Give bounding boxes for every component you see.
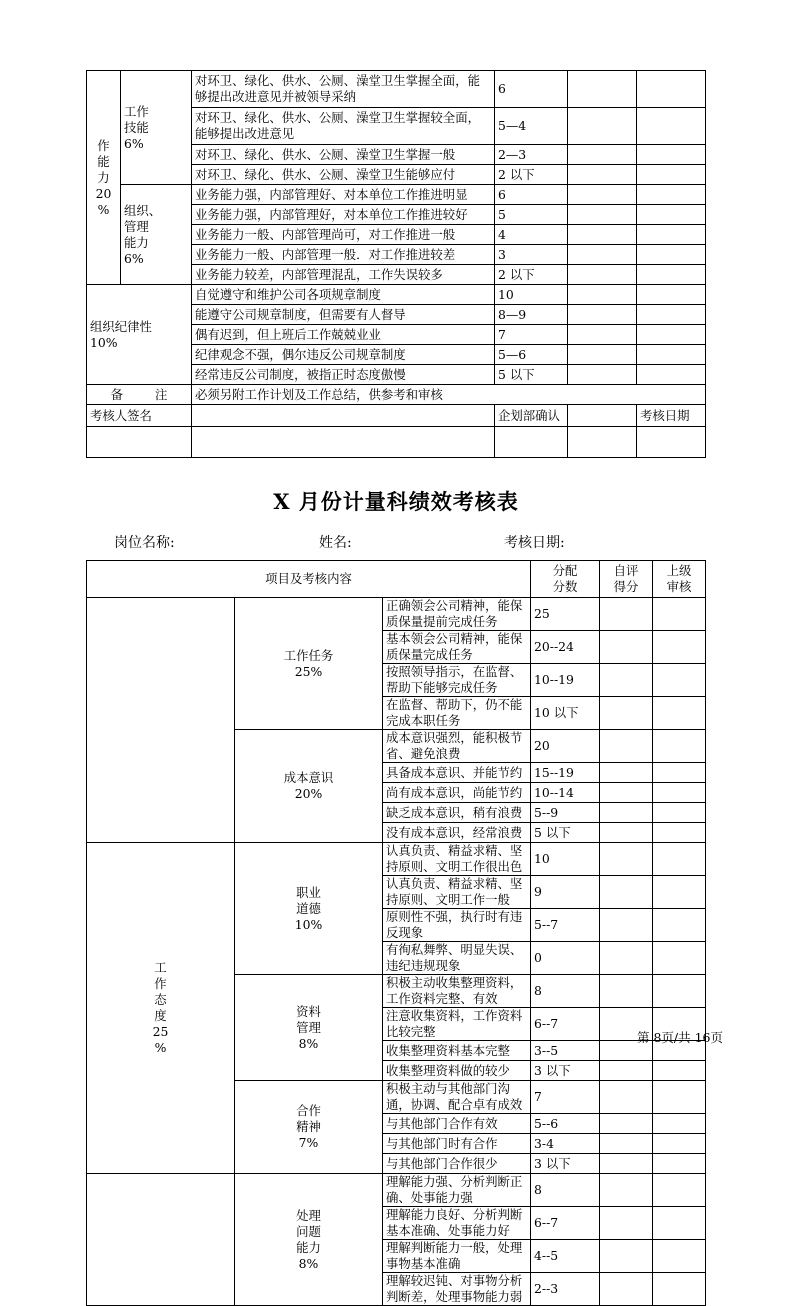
review-score-cell[interactable]: [637, 71, 706, 108]
subgroup-label-professional-ethics: [235, 843, 383, 975]
score-value: 0: [531, 942, 600, 975]
vertical-char: 20: [95, 185, 112, 201]
self-score-cell[interactable]: [600, 942, 653, 975]
review-score-cell[interactable]: [653, 1174, 706, 1207]
vertical-char: %: [97, 201, 110, 217]
criteria-description: 理解能力良好、分析判断基本准确、处事能力好: [383, 1207, 531, 1240]
criteria-description: 业务能力强，内部管理好、对本单位工作推进明显: [192, 185, 495, 205]
score-value: 6: [495, 71, 568, 108]
self-score-cell[interactable]: [568, 145, 637, 165]
self-score-cell[interactable]: [600, 975, 653, 1008]
score-value: 3 以下: [531, 1061, 600, 1081]
vertical-char: 工: [154, 960, 167, 975]
review-score-cell[interactable]: [637, 205, 706, 225]
self-score-cell[interactable]: [568, 365, 637, 385]
subgroup-label-line: 道德: [296, 900, 321, 916]
review-score-cell[interactable]: [653, 631, 706, 664]
self-score-cell[interactable]: [568, 305, 637, 325]
vertical-char: 能: [97, 153, 110, 169]
page-title: X 月份计量科绩效考核表: [273, 489, 519, 514]
criteria-description: 收集整理资料做的较少: [383, 1061, 531, 1081]
score-value: 10: [495, 285, 568, 305]
group-label-line: 10%: [90, 334, 118, 350]
criteria-description: 注意收集资料，工作资料比较完整: [383, 1008, 531, 1041]
subgroup-label-management: [121, 185, 192, 285]
review-score-cell[interactable]: [653, 1207, 706, 1240]
self-score-cell[interactable]: [600, 631, 653, 664]
review-score-cell[interactable]: [637, 365, 706, 385]
self-score-cell[interactable]: [600, 1134, 653, 1154]
criteria-description: 认真负责、精益求精、坚持原则、文明工作很出色: [383, 843, 531, 876]
self-score-cell[interactable]: [600, 1114, 653, 1134]
review-score-cell[interactable]: [637, 145, 706, 165]
subgroup-label-line: 精神: [296, 1119, 321, 1134]
self-score-cell[interactable]: [568, 165, 637, 185]
ability-vertical-label: [87, 71, 121, 285]
review-score-cell[interactable]: [653, 783, 706, 803]
planning-extra-cell[interactable]: [568, 427, 637, 458]
self-score-cell[interactable]: [568, 265, 637, 285]
score-value: 5—4: [495, 108, 568, 145]
criteria-description: 对环卫、绿化、供水、公厕、澡堂卫生掌握一般: [192, 145, 495, 165]
score-value: 2 以下: [495, 265, 568, 285]
review-score-cell[interactable]: [653, 1240, 706, 1273]
self-score-cell[interactable]: [600, 843, 653, 876]
header-line: 上级: [666, 563, 692, 578]
review-score-cell[interactable]: [637, 285, 706, 305]
score-value: 4: [495, 225, 568, 245]
self-score-cell[interactable]: [568, 185, 637, 205]
assessor-signature-label: 考核人签名: [87, 405, 192, 427]
score-value: 10--14: [531, 783, 600, 803]
header-line: 审核: [666, 579, 692, 594]
score-value: 3--5: [531, 1041, 600, 1061]
review-score-cell[interactable]: [653, 823, 706, 843]
review-score-cell[interactable]: [653, 763, 706, 783]
criteria-description: 能遵守公司规章制度，但需要有人督导: [192, 305, 495, 325]
planning-confirm-input[interactable]: [495, 427, 568, 458]
subgroup-label-line: 8%: [298, 1255, 319, 1271]
form-one-body: [87, 71, 706, 458]
self-score-cell[interactable]: [600, 823, 653, 843]
score-value: 3-4: [531, 1134, 600, 1154]
remark-row: [87, 385, 706, 405]
criteria-description: 基本领会公司精神，能保质保量完成任务: [383, 631, 531, 664]
employee-name-label: 姓名:: [319, 535, 352, 551]
score-value: 5--7: [531, 909, 600, 942]
subgroup-label-line: 8%: [298, 1035, 319, 1051]
self-score-cell[interactable]: [568, 285, 637, 305]
subgroup-label-line: 职业: [296, 884, 321, 900]
review-score-cell[interactable]: [637, 225, 706, 245]
attitude-vertical-label: [87, 843, 235, 1174]
subgroup-label-line: 资料: [296, 1003, 321, 1019]
score-value: 5--6: [531, 1114, 600, 1134]
score-value: 3 以下: [531, 1154, 600, 1174]
score-value: 4--5: [531, 1240, 600, 1273]
criteria-description: 没有成本意识，经常浪费: [383, 823, 531, 843]
planning-confirm-label: 企划部确认: [495, 405, 568, 427]
score-value: 9: [531, 876, 600, 909]
self-score-cell[interactable]: [600, 1154, 653, 1174]
planning-confirm-value[interactable]: [568, 405, 637, 427]
subgroup-label-line: 管理: [124, 218, 149, 234]
header-superior-review: [653, 561, 706, 598]
score-value: 6: [495, 185, 568, 205]
review-score-cell[interactable]: [653, 697, 706, 730]
table-header-row: [87, 561, 706, 598]
remark-label: 备 注: [87, 385, 192, 405]
criteria-description: 对环卫、绿化、供水、公厕、澡堂卫生能够应付: [192, 165, 495, 185]
assessor-extra-cell[interactable]: [192, 427, 495, 458]
review-score-cell[interactable]: [637, 325, 706, 345]
signature-header-row: [87, 405, 706, 427]
review-score-cell[interactable]: [653, 664, 706, 697]
review-score-cell[interactable]: [653, 598, 706, 631]
self-score-cell[interactable]: [600, 697, 653, 730]
vertical-char: 态: [154, 992, 167, 1007]
vertical-char: 作: [154, 976, 167, 991]
review-score-cell[interactable]: [653, 1154, 706, 1174]
criteria-description: 成本意识强烈，能积极节省、避免浪费: [383, 730, 531, 763]
score-value: 5—6: [495, 345, 568, 365]
score-value: 20--24: [531, 631, 600, 664]
criteria-description: 业务能力强，内部管理好，对本单位工作推进较好: [192, 205, 495, 225]
subgroup-label-problem-solving: [235, 1174, 383, 1306]
criteria-description: 原则性不强，执行时有违反现象: [383, 909, 531, 942]
vertical-char: 力: [97, 169, 110, 185]
criteria-description: 自觉遵守和维护公司各项规章制度: [192, 285, 495, 305]
subgroup-label-line: 10%: [294, 916, 323, 932]
self-score-cell[interactable]: [568, 205, 637, 225]
header-line: 得分: [613, 579, 639, 594]
score-value: 8: [531, 975, 600, 1008]
criteria-description: 业务能力一般、内部管理一般．对工作推进较差: [192, 245, 495, 265]
score-value: 10: [531, 843, 600, 876]
form-meta-line: [86, 532, 706, 552]
self-score-cell[interactable]: [568, 71, 637, 108]
subgroup-label-line: 处理: [296, 1207, 321, 1223]
form-two-body: [87, 561, 706, 1306]
self-score-cell[interactable]: [600, 1174, 653, 1207]
self-score-cell[interactable]: [600, 1240, 653, 1273]
criteria-description: 业务能力一般、内部管理尚可，对工作推进一般: [192, 225, 495, 245]
score-value: 5 以下: [531, 823, 600, 843]
review-score-cell[interactable]: [637, 165, 706, 185]
section-spacer-cell: [87, 598, 235, 843]
header-line: 分配: [552, 563, 578, 578]
score-value: 8—9: [495, 305, 568, 325]
criteria-description: 尚有成本意识，尚能节约: [383, 783, 531, 803]
criteria-description: 理解能力强、分析判断正确、处事能力强: [383, 1174, 531, 1207]
subgroup-label-line: 6%: [124, 250, 144, 266]
header-line: 自评: [613, 563, 639, 578]
self-score-cell[interactable]: [600, 1061, 653, 1081]
review-score-cell[interactable]: [637, 108, 706, 145]
form-one-table: [86, 70, 706, 458]
self-score-cell[interactable]: [568, 245, 637, 265]
review-score-cell[interactable]: [653, 942, 706, 975]
criteria-description: 与其他部门合作有效: [383, 1114, 531, 1134]
review-score-cell[interactable]: [653, 909, 706, 942]
score-value: 6--7: [531, 1207, 600, 1240]
page-footer: 第 8页/共 16页: [636, 1030, 723, 1045]
remark-value: 必须另附工作计划及工作总结，供参考和审核: [192, 385, 706, 405]
criteria-description: 按照领导指示，在监督、帮助下能够完成任务: [383, 664, 531, 697]
subgroup-label-line: 技能: [124, 119, 149, 135]
criteria-description: 认真负责、精益求精、坚持原则、文明工作一般: [383, 876, 531, 909]
criteria-description: 积极主动与其他部门沟通，协调、配合卓有成效: [383, 1081, 531, 1114]
score-value: 7: [495, 325, 568, 345]
criteria-description: 与其他部门时有合作: [383, 1134, 531, 1154]
criteria-description: 收集整理资料基本完整: [383, 1041, 531, 1061]
score-value: 2--3: [531, 1273, 600, 1306]
self-score-cell[interactable]: [600, 909, 653, 942]
review-score-cell[interactable]: [653, 1273, 706, 1306]
group-label-discipline: [87, 285, 192, 385]
score-value: 5 以下: [495, 365, 568, 385]
score-value: 5--9: [531, 803, 600, 823]
self-score-cell[interactable]: [600, 1273, 653, 1306]
criteria-description: 缺乏成本意识，稍有浪费: [383, 803, 531, 823]
review-score-cell[interactable]: [637, 265, 706, 285]
subgroup-label-line: 7%: [298, 1135, 319, 1150]
header-content: 项目及考核内容: [87, 561, 531, 598]
score-value: 25: [531, 598, 600, 631]
score-value: 3: [495, 245, 568, 265]
review-score-cell[interactable]: [653, 730, 706, 763]
criteria-description: 在监督、帮助下，仍不能完成本职任务: [383, 697, 531, 730]
review-score-cell[interactable]: [653, 1061, 706, 1081]
section-label-line: 20%: [294, 786, 323, 801]
section-label-line: 成本意识: [283, 770, 334, 785]
assessor-signature-input[interactable]: [87, 427, 192, 458]
score-value: 6--7: [531, 1008, 600, 1041]
score-value: 10 以下: [531, 697, 600, 730]
assess-date-label: 考核日期:: [504, 535, 565, 551]
group-label-line: 组织纪律性: [90, 318, 152, 334]
self-score-cell[interactable]: [600, 803, 653, 823]
self-score-cell[interactable]: [600, 1081, 653, 1114]
subgroup-label-line: 能力: [296, 1239, 321, 1255]
subgroup-label-line: 组织、: [124, 202, 162, 218]
assessor-signature-value[interactable]: [192, 405, 495, 427]
section-label-work-task: [235, 598, 383, 730]
position-name-label: 岗位名称:: [114, 535, 175, 551]
criteria-description: 具备成本意识、并能节约: [383, 763, 531, 783]
self-score-cell[interactable]: [600, 598, 653, 631]
criteria-description: 业务能力较差，内部管理混乱，工作失误较多: [192, 265, 495, 285]
table-row: [87, 1174, 706, 1207]
self-score-cell[interactable]: [568, 108, 637, 145]
score-value: 20: [531, 730, 600, 763]
self-score-cell[interactable]: [600, 664, 653, 697]
signature-entry-row: [87, 427, 706, 458]
assess-date-label: 考核日期: [637, 405, 706, 427]
score-value: 15--19: [531, 763, 600, 783]
criteria-description: 经常违反公司制度，被指正时态度傲慢: [192, 365, 495, 385]
section-label-line: 25%: [294, 663, 323, 679]
criteria-description: 积极主动收集整理资料，工作资料完整、有效: [383, 975, 531, 1008]
review-score-cell[interactable]: [653, 1114, 706, 1134]
self-score-cell[interactable]: [600, 763, 653, 783]
header-line: 分数: [552, 579, 578, 594]
score-value: 2 以下: [495, 165, 568, 185]
criteria-description: 与其他部门合作很少: [383, 1154, 531, 1174]
review-score-cell[interactable]: [637, 245, 706, 265]
table-row: [87, 285, 706, 305]
forms-container: [86, 0, 706, 1306]
score-value: 8: [531, 1174, 600, 1207]
criteria-description: 纪律观念不强，偶尔违反公司规章制度: [192, 345, 495, 365]
criteria-description: 正确领会公司精神，能保质保量提前完成任务: [383, 598, 531, 631]
review-score-cell[interactable]: [653, 975, 706, 1008]
table-row: [87, 71, 706, 108]
subgroup-label-line: 合作: [296, 1103, 321, 1118]
self-score-cell[interactable]: [568, 345, 637, 365]
criteria-description: 偶有迟到，但上班后工作兢兢业业: [192, 325, 495, 345]
criteria-description: 对环卫、绿化、供水、公厕、澡堂卫生掌握较全面，能够提出改进意见: [192, 108, 495, 145]
review-score-cell[interactable]: [653, 803, 706, 823]
review-score-cell[interactable]: [653, 1134, 706, 1154]
assess-date-input[interactable]: [637, 427, 706, 458]
subgroup-label-line: 能力: [124, 234, 149, 250]
criteria-description: 理解判断能力一般，处理事物基本准确: [383, 1240, 531, 1273]
self-score-cell[interactable]: [600, 730, 653, 763]
subgroup-label-line: 问题: [296, 1223, 321, 1239]
criteria-description: 有徇私舞弊、明显失误、违纪违规现象: [383, 942, 531, 975]
vertical-char: 度: [154, 1008, 167, 1023]
section-label-line: 工作任务: [283, 647, 334, 663]
form-two-table: [86, 560, 706, 1306]
header-allocated-score: [531, 561, 600, 598]
header-self-score: [600, 561, 653, 598]
review-score-cell[interactable]: [637, 305, 706, 325]
score-value: 5: [495, 205, 568, 225]
self-score-cell[interactable]: [568, 325, 637, 345]
empty-vertical-cell: [87, 1174, 235, 1306]
review-score-cell[interactable]: [653, 876, 706, 909]
subgroup-label-line: 管理: [296, 1019, 321, 1035]
vertical-char: 25: [152, 1024, 169, 1039]
score-value: 2—3: [495, 145, 568, 165]
criteria-description: 理解较迟钝、对事物分析判断差，处理事物能力弱: [383, 1273, 531, 1306]
subgroup-label-line: 工作: [124, 103, 149, 119]
self-score-cell[interactable]: [568, 225, 637, 245]
self-score-cell[interactable]: [600, 876, 653, 909]
table-row: [87, 598, 706, 631]
self-score-cell[interactable]: [600, 1207, 653, 1240]
review-score-cell[interactable]: [653, 1081, 706, 1114]
subgroup-label-data-management: [235, 975, 383, 1081]
vertical-char: %: [154, 1040, 167, 1055]
score-value: 10--19: [531, 664, 600, 697]
review-score-cell[interactable]: [637, 185, 706, 205]
review-score-cell[interactable]: [637, 345, 706, 365]
subgroup-label-work-skill: [121, 71, 192, 185]
subgroup-label-cooperation: [235, 1081, 383, 1174]
table-row: [87, 843, 706, 876]
review-score-cell[interactable]: [653, 843, 706, 876]
section-label-cost-awareness: [235, 730, 383, 843]
self-score-cell[interactable]: [600, 783, 653, 803]
subgroup-label-line: 6%: [124, 135, 144, 151]
score-value: 7: [531, 1081, 600, 1114]
criteria-description: 对环卫、绿化、供水、公厕、澡堂卫生掌握全面，能够提出改进意见并被领导采纳: [192, 71, 495, 108]
vertical-char: 作: [97, 137, 110, 153]
table-row: [87, 185, 706, 205]
